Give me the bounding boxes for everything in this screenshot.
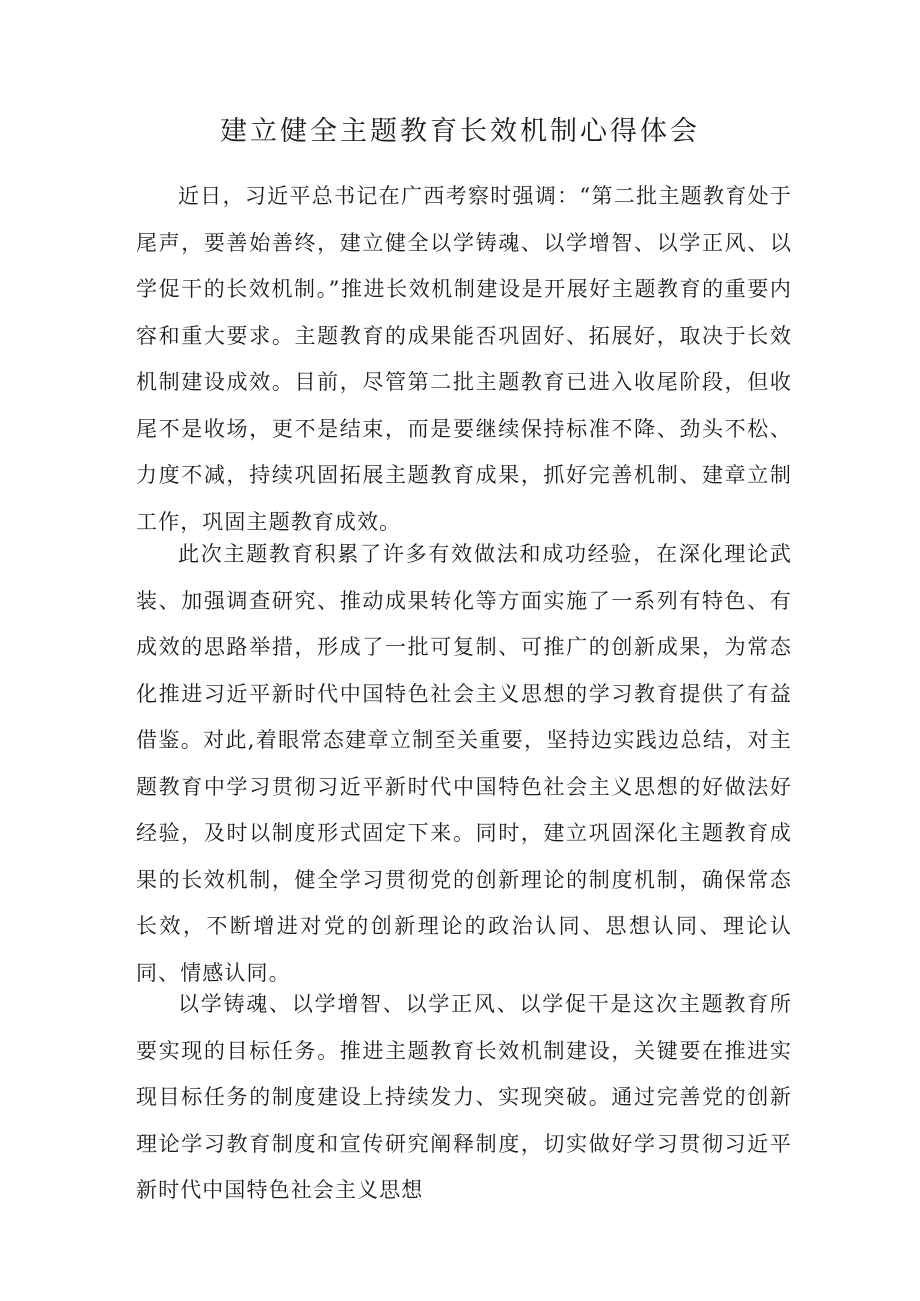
paragraph-3: 以学铸魂、以学增智、以学正风、以学促干是这次主题教育所要实现的目标任务。推进主题教育长效机制建设，关键要在推进实现目标任务的制度建设上持续发力、实现突破。通过完善党的创新理论学习教育制度和宣传研究阐释制度，切实做好学习贯彻习近平新时代中国特色社会主义思想 — [136, 992, 792, 1202]
paragraph-2: 此次主题教育积累了许多有效做法和成功经验，在深化理论武装、加强调查研究、推动成果转化等方面实施了一系列有特色、有成效的思路举措，形成了一批可复制、可推广的创新成果，为常态化推进习近平新时代中国特色社会主义思想的学习教育提供了有益借鉴。对此,着眼常态建章立制至关重要，坚持边实践边总结，对主题教育中学习贯彻习近平新时代中国特色社会主义思想的好做法好经验，及时以制度形式固定下来。同时，建立巩固深化主题教育成果的长效机制，健全学习贯彻党的创新理论的制度机制，确保常态长效，不断增进对党的创新理论的政治认同、思想认同、理论认同、情感认同。 — [136, 542, 792, 985]
document-title: 建立健全主题教育长效机制心得体会 — [220, 116, 700, 147]
paragraph-1: 近日，习近平总书记在广西考察时强调：“第二批主题教育处于尾声，要善始善终，建立健全以学铸魂、以学增智、以学正风、以学促干的长效机制。”推进长效机制建设是开展好主题教育的重要内容和重大要求。主题教育的成果能否巩固好、拓展好，取决于长效机制建设成效。目前，尽管第二批主题教育已进入收尾阶段，但收尾不是收场，更不是结束，而是要继续保持标准不降、劲头不松、力度不减，持续巩固拓展主题教育成果，抓好完善机制、建章立制工作，巩固主题教育成效。 — [136, 184, 792, 534]
